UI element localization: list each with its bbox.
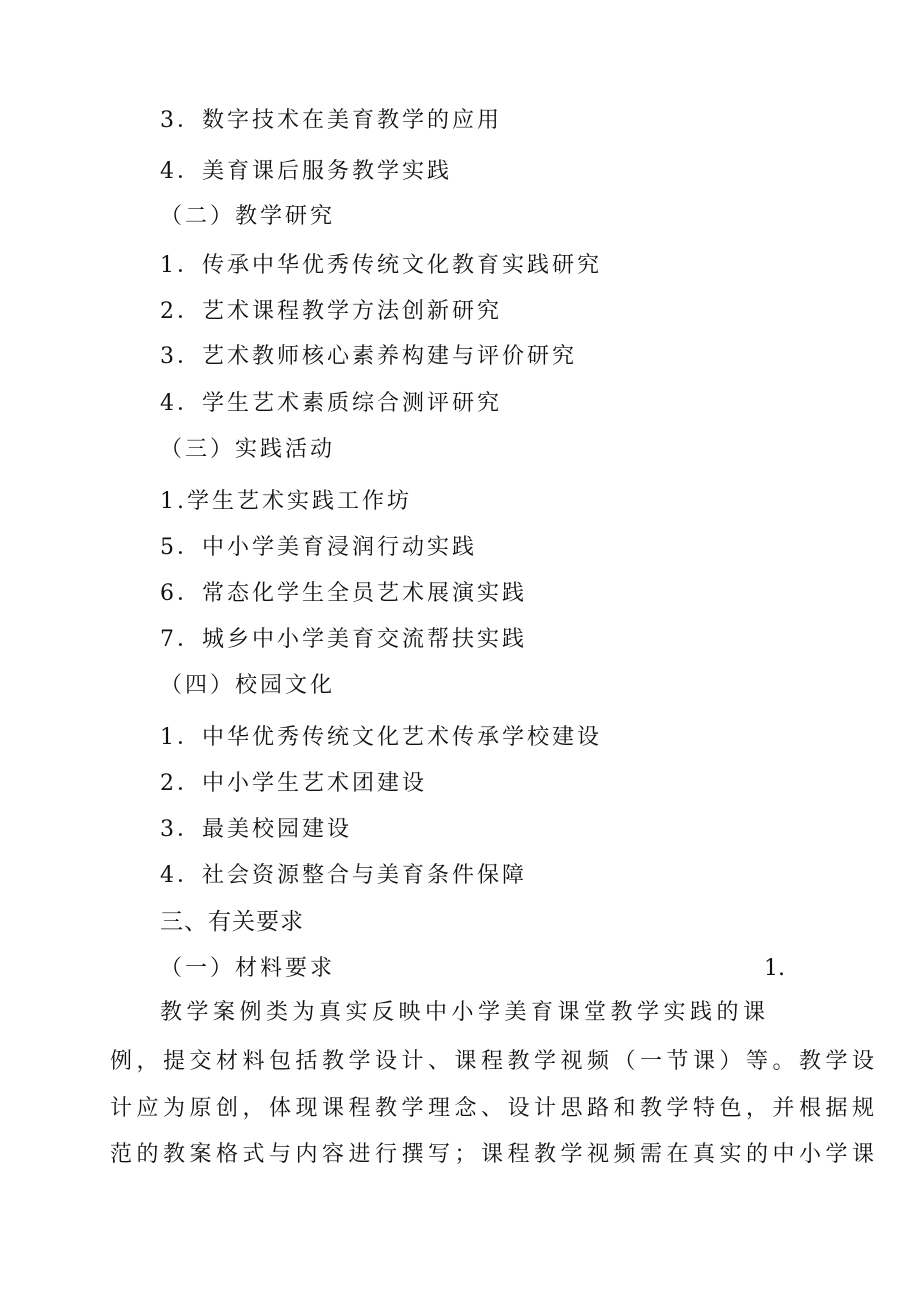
list-item: 3．数字技术在美育教学的应用 [160,108,502,133]
list-item: 1．传承中华优秀传统文化教育实践研究 [160,253,602,278]
list-item: 2．中小学生艺术团建设 [160,771,427,796]
paragraph-line: 教学案例类为真实反映中小学美育课堂教学实践的课 [160,1000,770,1025]
list-item: 3．艺术教师核心素养构建与评价研究 [160,344,577,369]
paragraph-line: 计应为原创，体现课程教学理念、设计思路和教学特色，并根据规 [110,1096,879,1121]
list-number: 1. [764,956,785,981]
list-item: 6．常态化学生全员艺术展演实践 [160,581,527,606]
section-heading: （三）实践活动 [160,437,336,462]
list-item: 1．中华优秀传统文化艺术传承学校建设 [160,725,602,750]
section-heading: （一）材料要求 [160,956,336,981]
list-item: 3．最美校园建设 [160,817,352,842]
list-item: 2．艺术课程教学方法创新研究 [160,299,502,324]
list-item: 1.学生艺术实践工作坊 [160,489,412,514]
list-item: 4．美育课后服务教学实践 [160,159,452,184]
paragraph-line: 例，提交材料包括教学设计、课程教学视频（一节课）等。教学设 [110,1049,879,1074]
paragraph-line: 范的教案格式与内容进行撰写；课程教学视频需在真实的中小学课 [110,1142,879,1167]
list-item: 5．中小学美育浸润行动实践 [160,535,477,560]
list-item: 4．社会资源整合与美育条件保障 [160,863,527,888]
section-heading: （二）教学研究 [160,204,336,229]
list-item: 7．城乡中小学美育交流帮扶实践 [160,627,527,652]
chapter-heading: 三、有关要求 [160,909,304,935]
section-heading: （四）校园文化 [160,673,336,698]
list-item: 4．学生艺术素质综合测评研究 [160,391,502,416]
